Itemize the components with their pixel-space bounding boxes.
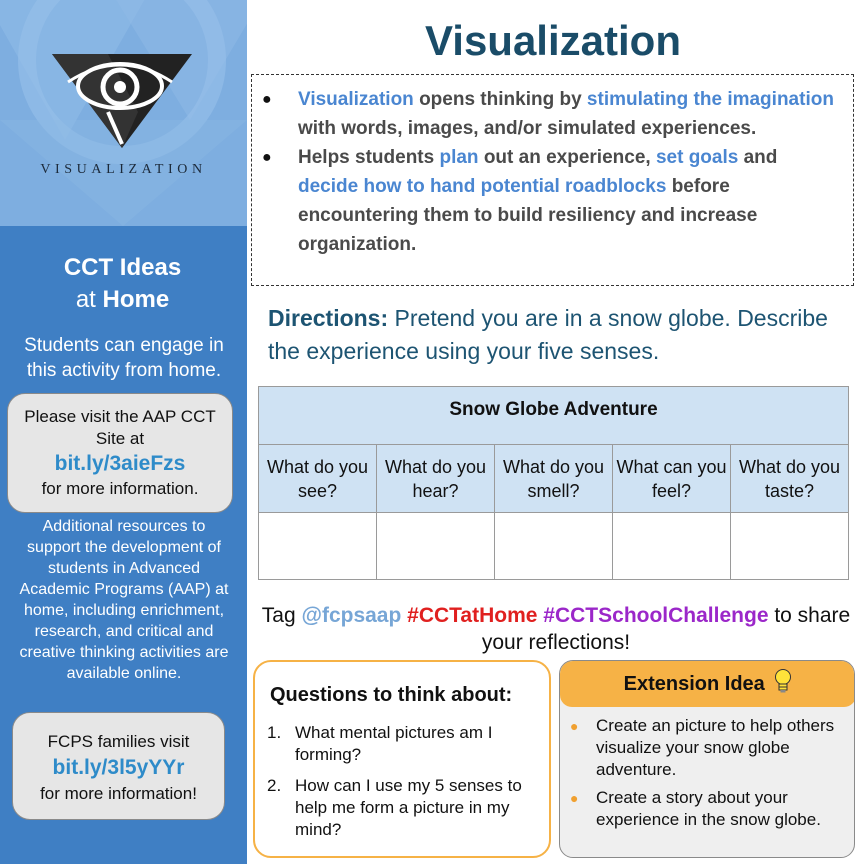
answer-smell[interactable] — [495, 513, 613, 580]
questions-list — [267, 722, 535, 850]
tag-suffix: to share your reflections! — [481, 604, 851, 654]
intro-1-hl1: Visualization — [298, 89, 414, 110]
intro-1-t1: opens thinking by — [413, 89, 587, 110]
page-title: Visualization — [425, 17, 681, 64]
extension-box — [559, 660, 855, 858]
intro-2-hl3: decide how to hand potential roadblocks — [298, 176, 667, 197]
intro-2-t1: Helps students — [298, 147, 440, 168]
lightbulb-icon — [774, 665, 792, 711]
fcps-info-box — [12, 712, 225, 820]
extension-text: Create an picture to help others visualize your snow globe adventure. — [596, 716, 835, 779]
handle-link[interactable]: @fcpsaap — [301, 604, 402, 627]
intro-1-t2: with words, images, and/or simulated experiences. — [298, 118, 757, 139]
extension-item — [570, 715, 848, 781]
intro-item-2 — [262, 143, 842, 259]
hashtag-cctschoolchallenge[interactable]: #CCTSchoolChallenge — [543, 604, 769, 627]
intro-1-hl2: stimulating the imagination — [586, 89, 834, 110]
aap-box-line1: Please visit the AAP CCT Site at — [24, 407, 216, 448]
fcps-box-line1: FCPS families visit — [47, 732, 190, 751]
answer-taste[interactable] — [731, 513, 849, 580]
question-item — [267, 775, 535, 841]
column-see: What do you see? — [259, 445, 377, 513]
eye-triangle-icon — [48, 52, 196, 152]
tag-line — [258, 602, 854, 656]
fcps-link[interactable]: bit.ly/3l5yYYr — [52, 756, 185, 779]
question-text: How can I use my 5 senses to help me form a picture in my mind? — [295, 776, 522, 839]
column-taste: What do you taste? — [731, 445, 849, 513]
at-home-line — [0, 284, 245, 316]
intro-box — [251, 74, 854, 286]
cct-ideas-line: CCT Ideas — [63, 254, 182, 281]
aap-link[interactable]: bit.ly/3aieFzs — [54, 452, 186, 475]
column-smell: What do you smell? — [495, 445, 613, 513]
bullet-icon: ● — [570, 790, 579, 806]
intro-2-t3: and — [738, 147, 778, 168]
snow-globe-table — [258, 386, 849, 580]
fcps-box-line2: for more information! — [40, 784, 197, 803]
table-answer-row — [259, 513, 849, 580]
aap-box-line2: for more information. — [41, 479, 199, 498]
sidebar — [0, 0, 247, 864]
column-hear: What do you hear? — [377, 445, 495, 513]
intro-2-hl2: set goals — [655, 147, 739, 168]
answer-feel[interactable] — [613, 513, 731, 580]
home-word: Home — [102, 286, 170, 313]
answer-hear[interactable] — [377, 513, 495, 580]
bullet-icon: ● — [262, 149, 272, 166]
extension-text: Create a story about your experience in the snow globe. — [596, 788, 821, 829]
cct-ideas-title — [0, 252, 245, 316]
aap-info-box — [7, 393, 233, 513]
engage-text: Students can engage in this activity from home. — [24, 335, 224, 381]
extension-list — [570, 715, 848, 837]
intro-2-t2: out an experience, — [478, 147, 656, 168]
bullet-icon: ● — [262, 91, 272, 108]
tag-prefix: Tag — [261, 604, 302, 627]
directions — [268, 302, 848, 368]
question-number: 1. — [267, 723, 282, 742]
column-feel: What can you feel? — [613, 445, 731, 513]
answer-see[interactable] — [259, 513, 377, 580]
table-title: Snow Globe Adventure — [259, 387, 849, 445]
question-text: What mental pictures am I forming? — [295, 723, 493, 764]
extension-title: Extension Idea — [623, 673, 765, 695]
bullet-icon: ● — [570, 718, 579, 734]
extension-header — [560, 661, 855, 707]
questions-title: Questions to think about: — [270, 684, 513, 706]
directions-text: Pretend you are in a snow globe. Describe the experience using your five senses. — [268, 305, 828, 364]
intro-list — [262, 85, 842, 259]
intro-item-1 — [262, 85, 842, 143]
at-word: at — [75, 286, 96, 313]
question-item — [267, 722, 535, 766]
table-header-row — [259, 445, 849, 513]
logo-caption: VISUALIZATION — [40, 162, 207, 177]
intro-2-hl1: plan — [439, 147, 479, 168]
questions-box — [253, 660, 551, 858]
directions-lead: Directions: — [268, 305, 389, 331]
logo-panel — [0, 0, 247, 226]
question-number: 2. — [267, 776, 282, 795]
resources-text: Additional resources to support the development of students in Advanced Academic Programs (AAP) at home, including enrichment, research, and critical and creative thinking activities are available online. — [19, 518, 229, 682]
hashtag-cctathome[interactable]: #CCTatHome — [407, 604, 538, 627]
extension-item — [570, 787, 848, 831]
intro-2-t4: before encountering them to build resiliency and increase organization. — [298, 176, 758, 255]
